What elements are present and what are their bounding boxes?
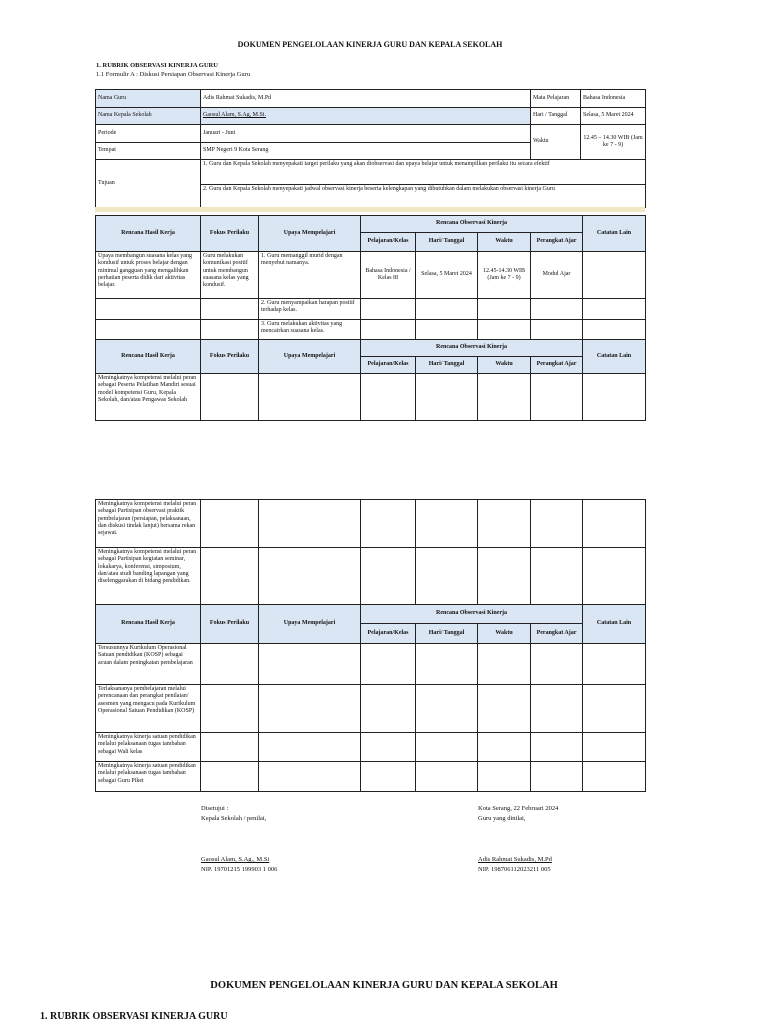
header-hari: Hari/ Tanggal: [416, 624, 478, 644]
rhk-cell: Meningkatnya kinerja satuan pendidikan melalui pelaksanaan tugas tambahan sebagai Wali kelas: [96, 733, 201, 762]
waktu-value: 12.45 – 14.30 WIB (Jam ke 7 - 9): [581, 125, 646, 160]
disetujui-label: Disetujui :: [201, 805, 229, 812]
kepsek-signature-name: Gaosul Alam, S.Ag., M.Si: [201, 856, 270, 863]
periode-label: Periode: [96, 125, 201, 143]
observation-table-2: [95, 499, 646, 792]
header-catatan: Catatan Lain: [583, 216, 646, 252]
observation-table-1: [95, 215, 646, 421]
kepsek-value: Gaosul Alam, S.Ag, M.Si.: [201, 108, 531, 125]
place-date: Kota Serang, 22 Februari 2024: [478, 805, 559, 812]
upaya-cell: 3. Guru melakukan aktivitas yang mencairkan suasana kelas.: [259, 320, 361, 340]
header-perangkat: Perangkat Ajar: [531, 233, 583, 252]
header-rencana: Rencana Observasi Kinerja: [361, 340, 583, 357]
header-rencana: Rencana Observasi Kinerja: [361, 216, 583, 233]
hari-cell: Selasa, 5 Maret 2024: [416, 252, 478, 299]
upaya-cell: 2. Guru menyampaikan harapan positif terhadap kelas.: [259, 299, 361, 320]
rhk-cell: Upaya membangun suasana kelas yang kondusif untuk proses belajar dengan minimal gangguan yang mengalihkan perhatian peserta didik dari aktivitas belajar.: [96, 252, 201, 299]
header-pelajaran: Pelajaran/Kelas: [361, 624, 416, 644]
header-fokus: Fokus Perilaku: [201, 605, 259, 644]
mapel-label: Mata Pelajaran: [531, 90, 581, 108]
header-perangkat: Perangkat Ajar: [531, 624, 583, 644]
header-hari: Hari/ Tanggal: [416, 357, 478, 374]
info-table: [95, 89, 646, 208]
header-rencana: Rencana Observasi Kinerja: [361, 605, 583, 624]
hari-value: Selasa, 5 Maret 2024: [581, 108, 646, 125]
header-upaya: Upaya Mempelajari: [259, 216, 361, 252]
tempat-label: Tempat: [96, 143, 201, 160]
next-page-title: DOKUMEN PENGELOLAAN KINERJA GURU DAN KEPALA SEKOLAH: [210, 980, 558, 991]
kepsek-label: Nama Kepala Sekolah: [96, 108, 201, 125]
next-page-section: 1. RUBRIK OBSERVASI KINERJA GURU: [40, 1011, 228, 1022]
header-pelajaran: Pelajaran/Kelas: [361, 233, 416, 252]
separator-bar: [95, 207, 645, 212]
guru-nip: NIP. 198706112023211 005: [478, 866, 551, 873]
rhk-cell: Terlaksananya pembelajaran melalui perencanaan dan perangkat penilaian/ asesmen yang mengacu pada Kurikulum Operasional Satuan Pendidikan (KOSP): [96, 685, 201, 733]
section-title: 1. RUBRIK OBSERVASI KINERJA GURU: [96, 62, 218, 69]
hari-label: Hari / Tanggal: [531, 108, 581, 125]
perangkat-cell: Modul Ajar: [531, 252, 583, 299]
catatan-cell: [583, 252, 646, 299]
header-pelajaran: Pelajaran/Kelas: [361, 357, 416, 374]
waktu-label: Waktu: [531, 125, 581, 160]
guru-role: Guru yang dinilai,: [478, 815, 526, 822]
header-waktu: Waktu: [478, 624, 531, 644]
rhk-cell: Meningkatnya kompetensi melalui peran sebagai Partisipan kegiatan seminar, lokakarya, konferensi, simposium, dan/atau studi banding lapangan yang diselenggarakan di bidang pendidikan.: [96, 548, 201, 605]
header-rhk: Rencana Hasil Kerja: [96, 340, 201, 374]
header-rhk: Rencana Hasil Kerja: [96, 216, 201, 252]
tujuan-1: 1. Guru dan Kepala Sekolah menyepakati target perilaku yang akan diobservasi dan upaya belajar untuk menampilkan perilaku itu secara efektif: [201, 160, 646, 185]
header-fokus: Fokus Perilaku: [201, 340, 259, 374]
fokus-cell: Guru melakukan komunikasi positif untuk membangun suasana kelas yang kondusif.: [201, 252, 259, 299]
tempat-value: SMP Negeri 9 Kota Serang: [201, 143, 531, 160]
nama-guru-label: Nama Guru: [96, 90, 201, 108]
subsection-title: 1.1 Formulir A : Diskusi Persiapan Observasi Kinerja Guru: [96, 71, 250, 78]
waktu-cell: 12.45-14.30 WIB (Jam ke 7 - 9): [478, 252, 531, 299]
pelajaran-cell: Bahasa Indonesia / Kelas 8I: [361, 252, 416, 299]
header-waktu: Waktu: [478, 233, 531, 252]
header-hari: Hari/ Tanggal: [416, 233, 478, 252]
upaya-cell: 1. Guru memanggil murid dengan menyebut namanya.: [259, 252, 361, 299]
rhk-cell: Meningkatnya kompetensi melalui peran sebagai Peserta Pelatihan Mandiri sesuai model kompetensi Guru, Kepala Sekolah, dan/atau Pengawas Sekolah: [96, 374, 201, 421]
header-rhk: Rencana Hasil Kerja: [96, 605, 201, 644]
kepsek-nip: NIP. 19701215 199903 1 006: [201, 866, 278, 873]
header-waktu: Waktu: [478, 357, 531, 374]
document-title: DOKUMEN PENGELOLAAN KINERJA GURU DAN KEPALA SEKOLAH: [237, 40, 503, 49]
rhk-cell: Tersusunnya Kurikulum Operasional Satuan pendidikan (KOSP) sebagai acuan dalam peningkatan pembelajaran: [96, 644, 201, 685]
header-catatan: Catatan Lain: [583, 340, 646, 374]
periode-value: Januari - Juni: [201, 125, 531, 143]
mapel-value: Bahasa Indonesia: [581, 90, 646, 108]
guru-signature-name: Adis Rahmat Sukadis, M.Pd: [478, 856, 552, 863]
header-upaya: Upaya Mempelajari: [259, 605, 361, 644]
header-upaya: Upaya Mempelajari: [259, 340, 361, 374]
header-perangkat: Perangkat Ajar: [531, 357, 583, 374]
header-fokus: Fokus Perilaku: [201, 216, 259, 252]
rhk-cell: Meningkatnya kinerja satuan pendidikan melalui pelaksanaan tugas tambahan sebagai Guru Piket: [96, 762, 201, 792]
tujuan-2: 2. Guru dan Kepala Sekolah menyepakati jadwal observasi kinerja beserta kelengkapan yang dibutuhkan dalam melakukan observasi kinerja Guru: [201, 185, 646, 208]
header-catatan: Catatan Lain: [583, 605, 646, 644]
rhk-cell: Meningkatnya kompetensi melalui peran sebagai Partisipan observasi praktik pembelajaran (persiapan, pelaksanaan, dan diskusi tindak lanjut) bersama rekan sejawat.: [96, 500, 201, 548]
kepsek-role: Kepala Sekolah / penilai,: [201, 815, 267, 822]
nama-guru-value: Adis Rahmat Sukadis, M.Pd: [201, 90, 531, 108]
tujuan-label: Tujuan: [96, 160, 201, 208]
